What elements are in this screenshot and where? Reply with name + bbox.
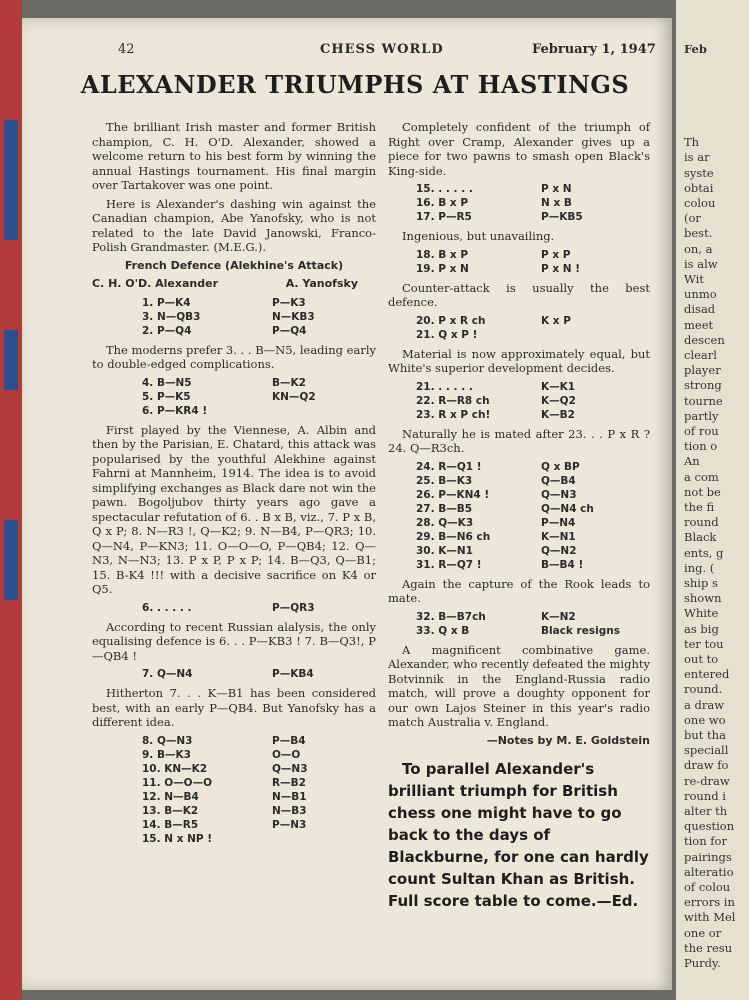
move-row xyxy=(92,390,376,404)
next-page-text: entered xyxy=(684,667,730,682)
white-move: 33. Q x B xyxy=(416,624,470,637)
move-row xyxy=(92,376,376,390)
white-move: 21. Q x P ! xyxy=(416,328,478,341)
move-row xyxy=(388,182,650,196)
black-move: P x N xyxy=(541,183,572,195)
next-page-text: out to xyxy=(684,652,719,666)
next-page-text: pairings xyxy=(684,849,732,864)
opening-name: French Defence (Alekhine's Attack) xyxy=(124,258,344,272)
black-move: Q—N3 xyxy=(272,762,308,775)
white-move: 11. O—O—O xyxy=(142,776,213,789)
move-row xyxy=(388,248,650,262)
black-move: K—N2 xyxy=(541,610,576,623)
annotation: Counter-attack is usually the best defence. xyxy=(388,280,650,309)
moves-block xyxy=(388,248,650,276)
annotation: Hitherton 7. . . K—B1 has been considered best, with an early P—QB4. But Yanofsky has a different idea. xyxy=(92,686,376,729)
players-line xyxy=(92,277,376,292)
moves-block xyxy=(388,610,650,638)
next-page-text: a com xyxy=(684,469,719,484)
edge-strip xyxy=(4,330,18,390)
next-page-text: unmo xyxy=(684,287,717,302)
next-page-text: errors in xyxy=(684,895,735,910)
black-move xyxy=(272,832,376,846)
next-page-text: tourne xyxy=(684,393,723,408)
page-number: 42 xyxy=(118,42,135,57)
black-move: N x B xyxy=(541,197,572,209)
next-page-text: clearl xyxy=(684,348,717,362)
black-move: P—B4 xyxy=(272,734,306,747)
next-page-text: as big xyxy=(684,621,719,636)
black-move: R—B2 xyxy=(272,776,306,789)
next-page-text: re-draw xyxy=(684,773,730,788)
white-move: 10. KN—K2 xyxy=(142,762,208,775)
next-page-text: Feb xyxy=(684,42,707,56)
next-page-text: round. xyxy=(684,682,723,697)
black-move: Q—N4 ch xyxy=(541,502,594,515)
next-page-text: of colou xyxy=(684,880,731,894)
moves-block xyxy=(92,376,376,418)
black-move: P x N ! xyxy=(541,262,581,275)
next-page-text: on, a xyxy=(684,241,713,256)
next-page-text: Purdy. xyxy=(684,956,721,970)
next-page-text: descen xyxy=(684,332,725,347)
move-row xyxy=(388,474,650,488)
next-page-text: player xyxy=(684,363,721,378)
next-page-text: syste xyxy=(684,165,714,180)
annotation: According to recent Russian alalysis, the only equalising defence is 6. . . P—KB3 ! 7. B—Q3!, P—QB4 ! xyxy=(92,619,376,663)
notes-credit: —Notes by M. E. Goldstein xyxy=(486,733,650,747)
white-move: 18. B x P xyxy=(416,248,469,261)
white-move: 5. P—K5 xyxy=(142,390,191,403)
white-move: 25. B—K3 xyxy=(416,474,473,487)
next-page-text: partly xyxy=(684,408,719,423)
black-move: P—N3 xyxy=(272,818,307,831)
white-move: 22. R—R8 ch xyxy=(416,394,490,407)
black-move: N—B1 xyxy=(272,790,307,803)
move-row xyxy=(92,310,376,324)
next-page-text: is alw xyxy=(684,256,718,271)
black-move: N—KB3 xyxy=(272,310,315,323)
move-row xyxy=(388,488,650,502)
next-page-text: tion o xyxy=(684,439,718,454)
black-move: K—K1 xyxy=(541,380,576,393)
moves-block xyxy=(92,296,376,338)
next-page-text: ship s xyxy=(684,576,718,590)
move-row xyxy=(388,558,650,572)
next-page-text: White xyxy=(684,606,719,621)
next-page-text: speciall xyxy=(684,743,729,758)
next-page-text: draw fo xyxy=(684,758,729,773)
black-move: P x P xyxy=(541,248,571,261)
right-column xyxy=(388,120,650,912)
black-move: Q x BP xyxy=(541,460,580,473)
next-page-text: strong xyxy=(684,378,722,393)
move-row xyxy=(388,196,650,210)
white-move: 16. B x P xyxy=(416,197,469,209)
next-page-text: but tha xyxy=(684,728,726,742)
white-move: 20. P x R ch xyxy=(416,314,486,327)
moves-block xyxy=(92,667,376,681)
black-move: Q—N2 xyxy=(541,544,577,557)
next-page-text: ents, g xyxy=(684,545,724,560)
move-row xyxy=(388,530,650,544)
move-row xyxy=(388,408,650,422)
next-page-text: Black xyxy=(684,530,717,545)
white-move: 29. B—N6 ch xyxy=(416,530,491,543)
move-row xyxy=(388,610,650,624)
next-page-text: one wo xyxy=(684,712,726,727)
move-row xyxy=(388,460,650,474)
next-page-text: one or xyxy=(684,925,722,940)
next-page-text: ing. ( xyxy=(684,560,715,575)
white-move: 3. N—QB3 xyxy=(142,310,201,323)
black-move xyxy=(272,404,376,418)
moves-block xyxy=(388,380,650,422)
next-page-text: best. xyxy=(684,226,713,241)
move-row xyxy=(388,516,650,530)
black-move: P—Q4 xyxy=(272,324,307,337)
moves-block xyxy=(92,734,376,846)
white-move: 21. . . . . . xyxy=(416,380,473,393)
black-move: P—KB4 xyxy=(272,668,314,680)
move-row xyxy=(92,601,376,615)
black-move: P—N4 xyxy=(541,516,576,529)
black-move: O—O xyxy=(272,748,301,761)
white-move: 4. B—N5 xyxy=(142,376,192,389)
magazine-name: CHESS WORLD xyxy=(320,42,444,57)
next-page-text: meet xyxy=(684,317,714,332)
move-row xyxy=(92,748,376,762)
move-row xyxy=(388,544,650,558)
next-page-text: Wit xyxy=(684,272,704,286)
white-move: 27. B—B5 xyxy=(416,502,473,515)
white-move: 14. B—R5 xyxy=(142,818,199,831)
black-move: K—N1 xyxy=(541,530,576,543)
moves-block xyxy=(92,601,376,615)
move-row xyxy=(388,328,650,342)
white-player: C. H. O'D. Alexander xyxy=(92,277,219,290)
next-page-edge xyxy=(676,0,749,1000)
white-move: 30. K—N1 xyxy=(416,544,473,557)
next-page-text: alteratio xyxy=(684,864,734,879)
next-page-text: round xyxy=(684,515,719,530)
moves-block xyxy=(388,314,650,342)
white-move: 6. . . . . . xyxy=(142,601,192,614)
black-move: N—B3 xyxy=(272,804,307,817)
next-page-text: colou xyxy=(684,196,716,210)
move-row xyxy=(388,262,650,276)
move-row xyxy=(92,804,376,818)
move-row xyxy=(92,734,376,748)
annotation: First played by the Viennese, A. Albin and then by the Parisian, E. Chatard, this attack was popularised by the youthful Alekhine against Fahrni at Mannheim, 1914. The idea is to avoid simplifying exchanges as Black dare not win the pawn. Bogoljubov thirty years ago gave a spectacular refutation of 6. . B x B, viz., 7. P x B, Q x P; 8. N—R3 !, Q—K2; 9. N—B4, P—QR3; 10. Q—N4, P—KN3; 11. O—O—O, P—QB4; 12. Q—N3, N—N3; 13. P x P, P x P; 14. B—Q3, Q—B1; 15. B-K4 !!! with a decisive sacrifice on K4 or Q5. xyxy=(92,422,376,596)
next-page-text: round i xyxy=(684,788,726,803)
move-row xyxy=(388,380,650,394)
next-page-text: disad xyxy=(684,302,716,317)
move-row xyxy=(388,210,650,224)
white-move: 15. N x NP ! xyxy=(142,832,213,845)
black-move: Q—N3 xyxy=(541,488,577,501)
white-move: 24. R—Q1 ! xyxy=(416,460,482,473)
white-move: 8. Q—N3 xyxy=(142,734,193,747)
white-move: 7. Q—N4 xyxy=(142,668,193,680)
article-title: ALEXANDER TRIUMPHS AT HASTINGS xyxy=(80,70,630,99)
white-move: 23. R x P ch! xyxy=(416,408,491,421)
white-move: 19. P x N xyxy=(416,262,469,275)
black-move: K—Q2 xyxy=(541,394,576,407)
move-row xyxy=(388,394,650,408)
left-book-edge xyxy=(0,0,22,1000)
move-row xyxy=(388,624,650,638)
black-move: P—KB5 xyxy=(541,211,583,223)
annotation: Completely confident of the triumph of Right over Cramp, Alexander gives up a piece for two pawns to smash open Black's King-side. xyxy=(388,120,650,178)
moves-block xyxy=(388,460,650,572)
edge-strip xyxy=(4,520,18,600)
white-move: 28. Q—K3 xyxy=(416,516,474,529)
white-move: 17. P—R5 xyxy=(416,211,472,223)
next-page-text: is ar xyxy=(684,150,710,165)
next-page-text: a draw xyxy=(684,697,725,712)
next-page-text: (or xyxy=(684,211,701,226)
moves-block xyxy=(388,182,650,224)
intro-paragraph: Here is Alexander's dashing win against the Canadian champion, Abe Yanofsky, who is not related to the late David Janowski, Franco-Polish Grandmaster. (M.E.G.). xyxy=(92,196,376,254)
move-row xyxy=(92,667,376,681)
white-move: 2. P—Q4 xyxy=(142,324,192,337)
annotation: Naturally he is mated after 23. . . P x R ? 24. Q—R3ch. xyxy=(388,426,650,455)
black-move: Black resigns xyxy=(541,624,620,637)
move-row xyxy=(92,762,376,776)
black-move: B—B4 ! xyxy=(541,558,584,571)
black-move: P—K3 xyxy=(272,296,306,309)
white-move: 1. P—K4 xyxy=(142,296,191,309)
move-row xyxy=(92,790,376,804)
next-page-text: ter tou xyxy=(684,636,724,651)
next-page-text: alter th xyxy=(684,804,728,818)
move-row xyxy=(92,324,376,338)
annotation: Again the capture of the Rook leads to mate. xyxy=(388,576,650,605)
black-move: Q—B4 xyxy=(541,474,576,487)
white-move: 26. P—KN4 ! xyxy=(416,488,490,501)
editor-note: To parallel Alexander's brilliant triumph for British chess one might have to go back to the days of Blackburne, for one can hardly count Sultan Khan as British. Full score table to come.—Ed. xyxy=(388,760,649,910)
annotation: Ingenious, but unavailing. xyxy=(402,229,555,243)
next-page-text: not be xyxy=(684,484,721,499)
next-page-text: with Mel xyxy=(684,910,736,925)
edge-strip xyxy=(4,120,18,240)
next-page-text: Th xyxy=(684,135,700,150)
next-page-text: tion for xyxy=(684,834,727,849)
next-page-text: the resu xyxy=(684,940,733,955)
annotation: A magnificent combinative game. Alexander, who recently defeated the mighty Botvinnik in the England-Russia radio match, will prove a doughty opponent for our own Lajos Steiner in this year's radio match Australia v. England. xyxy=(388,642,650,729)
left-column xyxy=(92,120,376,851)
black-move xyxy=(541,328,650,342)
move-row xyxy=(388,502,650,516)
next-page-text: obtai xyxy=(684,180,714,195)
next-page-text: of rou xyxy=(684,424,719,438)
annotation: Material is now approximately equal, but White's superior development decides. xyxy=(388,346,650,375)
next-page-text: shown xyxy=(684,591,722,606)
next-page-text: question xyxy=(684,819,735,834)
white-move: 6. P—KR4 ! xyxy=(142,404,208,417)
black-move: K—B2 xyxy=(541,408,575,421)
white-move: 9. B—K3 xyxy=(142,748,191,761)
black-move: P—QR3 xyxy=(272,601,315,614)
white-move: 15. . . . . . xyxy=(416,183,473,195)
next-page-text: the fi xyxy=(684,500,715,514)
black-move: KN—Q2 xyxy=(272,390,316,403)
intro-paragraph: The brilliant Irish master and former British champion, C. H. O'D. Alexander, showed a welcome return to his best form by winning the annual Hastings tournament. His final margin over Tartakover was one point. xyxy=(92,120,376,192)
black-move: K x P xyxy=(541,314,571,327)
issue-date: February 1, 1947 xyxy=(532,42,656,57)
move-row xyxy=(388,314,650,328)
next-page-text: An xyxy=(684,454,700,469)
move-row xyxy=(92,776,376,790)
white-move: 32. B—B7ch xyxy=(416,610,486,623)
move-row xyxy=(92,296,376,310)
annotation: The moderns prefer 3. . . B—N5, leading early to double-edged complications. xyxy=(92,342,376,371)
white-move: 31. R—Q7 ! xyxy=(416,558,482,571)
white-move: 12. N—B4 xyxy=(142,790,199,803)
black-move: B—K2 xyxy=(272,376,306,389)
black-player: A. Yanofsky xyxy=(285,277,358,290)
move-row xyxy=(92,404,376,418)
white-move: 13. B—K2 xyxy=(142,804,199,817)
move-row xyxy=(92,818,376,832)
move-row xyxy=(92,832,376,846)
